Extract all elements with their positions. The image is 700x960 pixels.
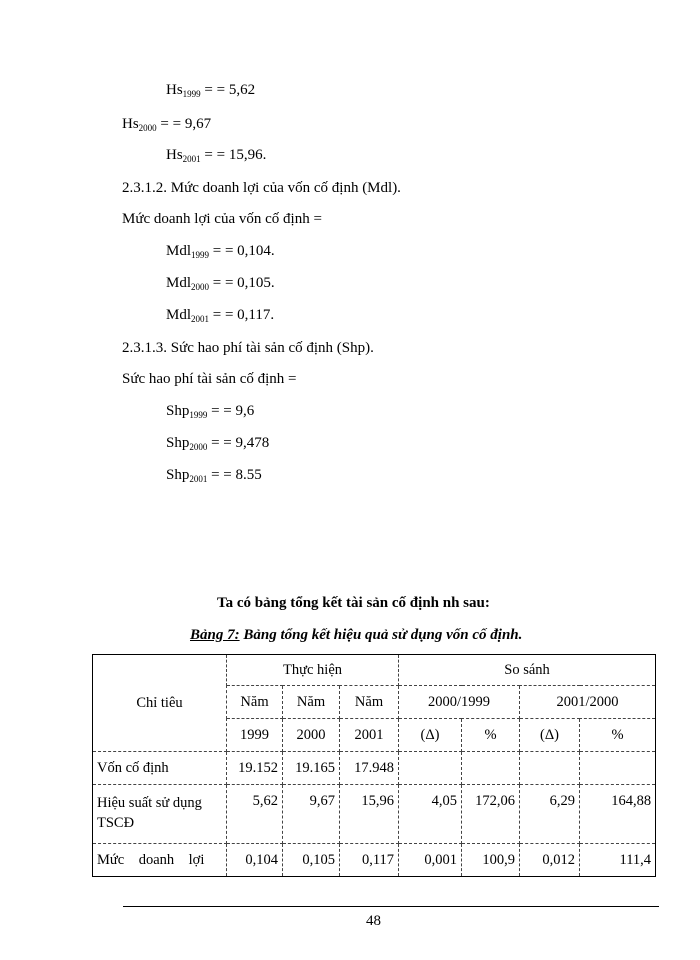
cell-1999: 0,104 xyxy=(227,844,283,877)
table-row xyxy=(93,752,656,785)
cell-2000: 9,67 xyxy=(283,785,340,844)
cell-delta-2: 0,012 xyxy=(520,844,580,877)
header-year-1999: 1999 xyxy=(227,719,283,752)
formula-mdl-1999: Mdl$_{1999}$ = = 0,104. xyxy=(166,243,275,260)
cell-pct-2 xyxy=(580,752,656,785)
header-2001-2000: 2001/2000 xyxy=(520,686,656,719)
header-nam-2001: Năm xyxy=(340,686,399,719)
definition-mdl: Mức doanh lợi của vốn cố định = xyxy=(122,211,322,227)
table-row xyxy=(93,844,656,877)
header-pct-1: % xyxy=(462,719,520,752)
cell-pct-2: 164,88 xyxy=(580,785,656,844)
cell-2001: 0,117 xyxy=(340,844,399,877)
cell-delta-2: 6,29 xyxy=(520,785,580,844)
cell-2000: 19.165 xyxy=(283,752,340,785)
header-2000-1999: 2000/1999 xyxy=(399,686,520,719)
formula-mdl-2000: Mdl$_{2000}$ = = 0,105. xyxy=(166,275,275,292)
cell-delta-2 xyxy=(520,752,580,785)
cell-delta-1 xyxy=(399,752,462,785)
header-thuc-hien: Thực hiện xyxy=(227,655,399,686)
formula-hs-1999: $Hs_{1999}$ = = 5,62 xyxy=(166,82,256,99)
cell-1999: 5,62 xyxy=(227,785,283,844)
cell-2001: 17.948 xyxy=(340,752,399,785)
cell-pct-1: 172,06 xyxy=(462,785,520,844)
cell-delta-1: 4,05 xyxy=(399,785,462,844)
header-nam-2000: Năm xyxy=(283,686,340,719)
table-intro: Ta có bảng tổng kết tài sản cố định nh sau: xyxy=(217,595,490,611)
cell-2001: 15,96 xyxy=(340,785,399,844)
row-label: Vốn cố định xyxy=(93,752,227,785)
formula-hs-2001: $Hs_{2001}$ = = 15,96. xyxy=(166,147,267,164)
header-chi-tieu: Chỉ tiêu xyxy=(93,655,227,752)
formula-shp-2000: Shp$_{2000}$ = = 9,478 xyxy=(166,435,270,452)
page-number: 48 xyxy=(366,913,381,929)
cell-pct-1 xyxy=(462,752,520,785)
cell-1999: 19.152 xyxy=(227,752,283,785)
formula-shp-1999: Shp$_{1999}$ = = 9,6 xyxy=(166,403,255,420)
section-heading-mdl: 2.3.1.2. Mức doanh lợi của vốn cố định (Mdl). xyxy=(122,180,401,196)
row-label: Hiệu suất sử dụng TSCĐ xyxy=(93,785,227,844)
cell-delta-1: 0,001 xyxy=(399,844,462,877)
definition-shp: Sức hao phí tài sản cố định = xyxy=(122,371,297,387)
section-heading-shp: 2.3.1.3. Sức hao phí tài sản cố định (Shp). xyxy=(122,340,374,356)
formula-shp-2001: Shp$_{2001}$ = = 8.55 xyxy=(166,467,262,484)
header-pct-2: % xyxy=(580,719,656,752)
formula-mdl-2001: Mdl$_{2001}$ = = 0,117. xyxy=(166,307,275,324)
table-caption-text: Bảng tổng kết hiệu quả sử dụng vốn cố định. xyxy=(239,627,523,643)
header-delta-2: (Δ) xyxy=(520,719,580,752)
row-label: Mức doanh lợi xyxy=(93,844,227,877)
summary-table xyxy=(92,654,656,877)
cell-2000: 0,105 xyxy=(283,844,340,877)
footer-divider xyxy=(123,906,659,907)
formula-hs-2000: $Hs_{2000}$ = = 9,67 xyxy=(122,116,212,133)
cell-pct-2: 111,4 xyxy=(580,844,656,877)
header-nam-1999: Năm xyxy=(227,686,283,719)
header-year-2000: 2000 xyxy=(283,719,340,752)
cell-pct-1: 100,9 xyxy=(462,844,520,877)
table-row xyxy=(93,785,656,844)
header-delta-1: (Δ) xyxy=(399,719,462,752)
header-year-2001: 2001 xyxy=(340,719,399,752)
table-caption-label: Bảng 7: xyxy=(190,627,240,643)
header-so-sanh: So sánh xyxy=(399,655,656,686)
table-caption xyxy=(190,627,522,644)
